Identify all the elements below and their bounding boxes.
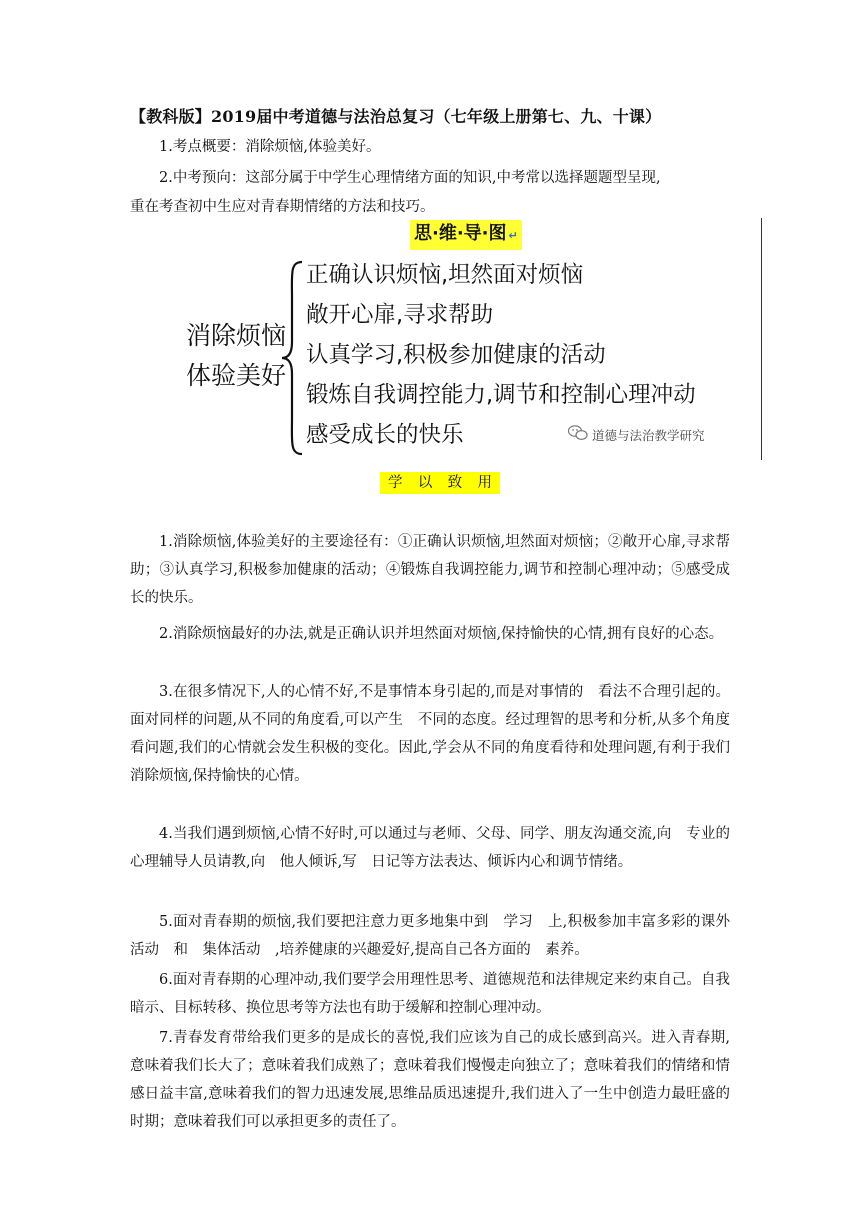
mind-map-branch: 认真学习,积极参加健康的活动 [306,342,606,368]
mind-map-branch: 正确认识烦恼,坦然面对烦恼 [306,262,584,288]
mind-map-header-text: 思·维·导·图 [414,223,507,244]
knowledge-point-6: 6.面对青春期的心理冲动,我们要学会用理性思考、道德规范和法律规定来约束自己。自我暗示、目标转移、换位思考等方法也有助于缓解和控制心理冲动。 [130,972,730,1016]
paragraph-mark-icon: ↵ [508,229,518,242]
mind-map-branch: 敞开心扉,寻求帮助 [306,302,494,328]
knowledge-point-5: 5.面对青春期的烦恼,我们要把注意力更多地集中到 学习 上,积极参加丰富多彩的课外活动 和 集体活动 ,培养健康的兴趣爱好,提高自己各方面的 素养。 [130,914,730,958]
knowledge-point-1: 1.消除烦恼,体验美好的主要途径有：①正确认识烦恼,坦然面对烦恼；②敞开心扉,寻求帮助；③认真学习,积极参加健康的活动；④锻炼自我调控能力,调节和控制心理冲动；⑤感受成长的快乐。 [130,534,730,606]
mind-map [174,218,765,460]
knowledge-point-7: 7.青春发育带给我们更多的是成长的喜悦,我们应该为自己的成长感到高兴。进入青春期,意味着我们长大了；意味着我们成熟了；意味着我们慢慢走向独立了；意味着我们的情绪和情感日益丰富,意味着我们的智力迅速发展,思维品质迅速提升,我们进入了一生中创造力最旺盛的时期；意味着我们可以承担更多的责任了。 [130,1030,730,1130]
mind-map-root-line1: 消除烦恼 [186,321,287,350]
wechat-icon [568,425,588,441]
watermark [592,426,705,444]
mind-map-root-line2: 体验美好 [186,361,287,390]
curly-brace-icon [280,258,306,458]
mind-map-divider [761,218,762,460]
section-heading-char: 以 [417,475,433,491]
exam-point-summary: 1.考点概要：消除烦恼,体验美好。 [159,139,381,155]
document-title: 【教科版】2019届中考道德与法治总复习（七年级上册第七、九、十课） [130,107,662,126]
section-heading-char: 致 [447,475,463,491]
knowledge-point-2: 2.消除烦恼最好的办法,就是正确认识并坦然面对烦恼,保持愉快的心情,拥有良好的心态。 [159,626,724,642]
mind-map-branch: 锻炼自我调控能力,调节和控制心理冲动 [306,382,696,408]
exam-forecast: 2.中考预向：这部分属于中学生心理情绪方面的知识,中考常以选择题题型呈现, [159,170,661,186]
mind-map-branch: 感受成长的快乐 [306,422,464,448]
exam-forecast-continued: 重在考查初中生应对青春期情绪的方法和技巧。 [130,199,435,215]
knowledge-point-4: 4.当我们遇到烦恼,心情不好时,可以通过与老师、父母、同学、朋友沟通交流,向 专业的心理辅导人员请教,向 他人倾诉,写 日记等方法表达、倾诉内心和调节情绪。 [130,826,730,870]
section-heading-char: 学 [388,475,403,491]
section-heading [380,472,500,494]
mind-map-header [410,220,522,250]
knowledge-point-3: 3.在很多情况下,人的心情不好,不是事情本身引起的,而是对事情的 看法不合理引起的。面对同样的问题,从不同的角度看,可以产生 不同的态度。经过理智的思考和分析,从多个角度看问题,我们的心情就会发生积极的变化。因此,学会从不同的角度看待和处理问题,有利于我们消除烦恼,保持愉快的心情。 [130,684,730,784]
section-heading-char: 用 [477,475,492,491]
watermark-text: 道德与法治教学研究 [592,428,705,443]
